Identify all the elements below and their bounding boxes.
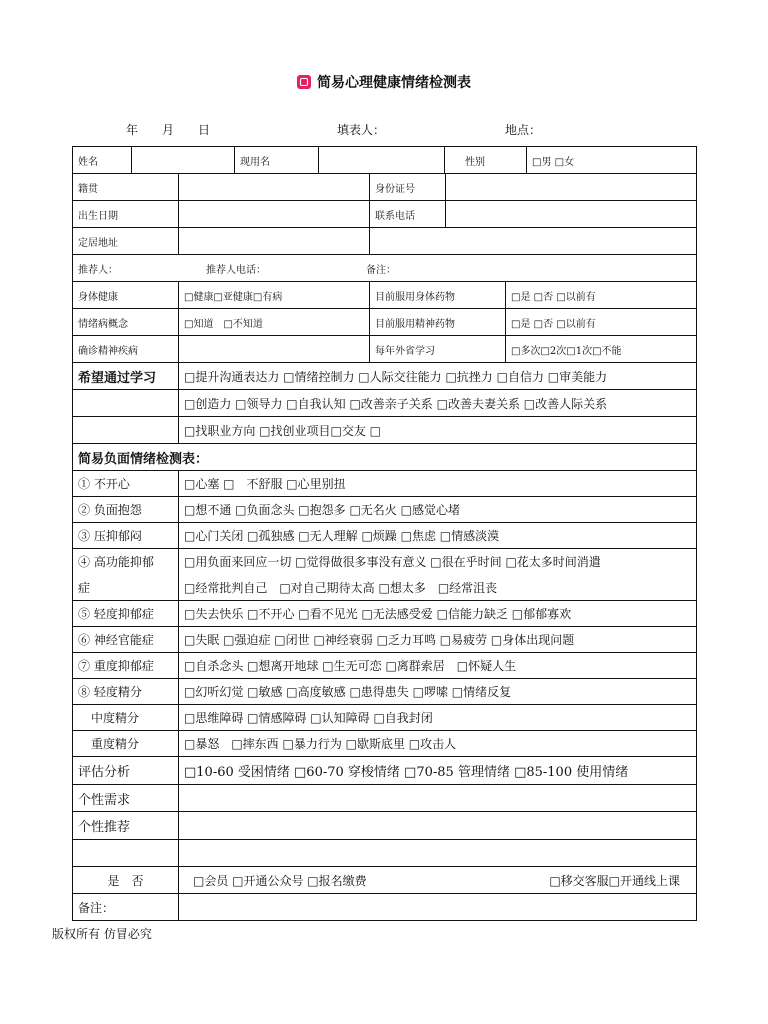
birth-date-row (73, 201, 696, 228)
referrer-label: 推荐人： (78, 264, 118, 276)
remark-label: 备注： (78, 900, 115, 915)
page-title (0, 72, 768, 92)
physical-health-row (73, 282, 696, 309)
table-row (73, 549, 696, 601)
blank-label (73, 840, 178, 866)
hope-options-3[interactable]: □找职业方向 □找创业项目□交友 □ (178, 417, 696, 443)
gender-label: 性别 (444, 147, 526, 173)
negative-row-label: ⑥ 神经官能症 (78, 633, 154, 647)
physical-health-label: 身体健康 (78, 291, 118, 303)
mental-meds-label: 目前服用精神药物 (369, 309, 505, 335)
negative-row-label: ⑧ 轻度精分 (78, 685, 142, 699)
negative-row-options[interactable]: □想不通 □负面念头 □抱怨多 □无名火 □感觉心堵 (178, 497, 696, 522)
negative-row-label: ⑦ 重度抑郁症 (78, 659, 154, 673)
negative-row-label-line2: 症 (78, 580, 91, 595)
emotion-concept-row (73, 309, 696, 336)
personal-recommend-label: 个性推荐 (78, 820, 131, 835)
emotion-concept-label: 情绪病概念 (78, 318, 128, 330)
hope-row-2 (73, 390, 696, 417)
hope-options-2[interactable]: □创造力 □领导力 □自我认知 □改善亲子关系 □改善夫妻关系 □改善人际关系 (178, 390, 696, 416)
negative-row-options[interactable]: □思维障碍 □情感障碍 □认知障碍 □自我封闭 (178, 705, 696, 730)
native-place-row (73, 174, 696, 201)
service-options (178, 867, 696, 893)
referrer-remark-label: 备注： (366, 264, 396, 276)
blank-row (73, 840, 696, 867)
table-row (73, 523, 696, 549)
negative-section-row (73, 444, 696, 471)
assessment-label: 评估分析 (78, 765, 131, 780)
negative-row-options[interactable]: □心塞 □ 不舒服 □心里别扭 (178, 471, 696, 496)
logo-icon (297, 75, 311, 89)
negative-row-options-line2[interactable]: □经常批判自己 □对自己期待太高 □想太多 □经常沮丧 (184, 580, 498, 595)
remark-input[interactable] (178, 894, 696, 920)
hope-row-1 (73, 363, 696, 390)
name-row (73, 147, 696, 174)
negative-row-label-line1: ④ 高功能抑郁 (78, 554, 154, 569)
date-field: 年 月 日 (126, 123, 211, 137)
filler-field: 填表人： (337, 123, 386, 137)
native-place-input[interactable] (178, 174, 369, 200)
table-row (73, 497, 696, 523)
diagnosed-label: 确诊精神疾病 (78, 345, 138, 357)
referrer-row (73, 255, 696, 282)
blank-input[interactable] (178, 840, 696, 866)
negative-row-options[interactable]: □自杀念头 □想离开地球 □生无可恋 □离群索居 □怀疑人生 (178, 653, 696, 678)
address-input[interactable] (178, 228, 369, 254)
name-input[interactable] (131, 147, 234, 173)
negative-row-options[interactable]: □失眠 □强迫症 □闭世 □神经衰弱 □乏力耳鸣 □易疲劳 □身体出现问题 (178, 627, 696, 652)
personal-recommend-input[interactable] (178, 812, 696, 839)
diagnosed-row (73, 336, 696, 363)
hope-row-3 (73, 417, 696, 444)
copyright-notice: 版权所有 仿冒必究 (52, 927, 152, 941)
service-options-left[interactable]: □会员 □开通公众号 □报名缴费 (193, 873, 367, 888)
negative-row-label (73, 549, 178, 600)
phone-input[interactable] (445, 201, 696, 227)
negative-row-options[interactable]: □心门关闭 □孤独感 □无人理解 □烦躁 □焦虑 □情感淡漠 (178, 523, 696, 548)
negative-row-options[interactable]: □暴怒 □摔东西 □暴力行为 □歇斯底里 □攻击人 (178, 731, 696, 756)
table-row (73, 471, 696, 497)
negative-row-options (178, 549, 696, 600)
physical-meds-options[interactable]: □是 □否 □以前有 (505, 282, 696, 308)
negative-row-options[interactable]: □失去快乐 □不开心 □看不见光 □无法感受爱 □信能力缺乏 □郁郁寡欢 (178, 601, 696, 626)
negative-row-label: 中度精分 (91, 711, 140, 725)
table-row (73, 705, 696, 731)
personal-needs-label: 个性需求 (78, 792, 131, 808)
service-options-right[interactable]: □移交客服□开通线上课 (549, 873, 680, 888)
assessment-options[interactable]: □10-60 受困情绪 □60-70 穿梭情绪 □70-85 管理情绪 □85-100 使用情绪 (178, 757, 696, 784)
table-row (73, 731, 696, 757)
location-field: 地点： (505, 123, 542, 137)
native-place-label: 籍贯 (78, 183, 98, 195)
referrer-phone-label: 推荐人电话： (206, 264, 266, 276)
negative-row-label: 重度精分 (91, 737, 140, 751)
current-name-label: 现用名 (234, 147, 318, 173)
negative-section-title: 简易负面情绪检测表： (78, 451, 209, 467)
emotion-concept-options[interactable]: □知道 □不知道 (178, 309, 369, 335)
negative-row-label: ⑤ 轻度抑郁症 (78, 607, 154, 621)
current-name-input[interactable] (318, 147, 444, 173)
physical-meds-label: 目前服用身体药物 (369, 282, 505, 308)
assessment-row (73, 757, 696, 785)
hope-label: 希望通过学习 (78, 370, 157, 386)
gender-checkboxes[interactable]: □男 □女 (526, 147, 696, 173)
id-card-input[interactable] (445, 174, 696, 200)
negative-row-options[interactable]: □幻听幻觉 □敏感 □高度敏感 □患得患失 □啰嗦 □情绪反复 (178, 679, 696, 704)
name-label: 姓名 (78, 156, 98, 168)
study-abroad-options[interactable]: □多次□2次□1次□不能 (505, 336, 696, 362)
hope-label-blank (73, 390, 178, 416)
table-row (73, 653, 696, 679)
negative-row-label: ③ 压抑郁闷 (78, 529, 142, 543)
address-input-extra[interactable] (369, 228, 696, 254)
remark-row (73, 894, 696, 920)
negative-row-options-line1[interactable]: □用负面来回应一切 □觉得做很多事没有意义 □很在乎时间 □花太多时间消遣 (184, 554, 601, 569)
birth-date-input[interactable] (178, 201, 369, 227)
physical-health-options[interactable]: □健康□亚健康□有病 (178, 282, 369, 308)
negative-row-label: ① 不开心 (78, 477, 130, 491)
study-abroad-label: 每年外省学习 (369, 336, 505, 362)
yes-no-row (73, 867, 696, 894)
hope-options-1[interactable]: □提升沟通表达力 □情绪控制力 □人际交往能力 □抗挫力 □自信力 □审美能力 (178, 363, 696, 389)
birth-date-label: 出生日期 (78, 210, 118, 222)
personal-needs-input[interactable] (178, 785, 696, 811)
yes-no-label: 是 否 (107, 873, 144, 888)
hope-label-blank-2 (73, 417, 178, 443)
address-row (73, 228, 696, 255)
phone-label: 联系电话 (369, 201, 445, 227)
diagnosed-input[interactable] (178, 336, 369, 362)
table-row (73, 601, 696, 627)
mental-meds-options[interactable]: □是 □否 □以前有 (505, 309, 696, 335)
address-label: 定居地址 (78, 237, 118, 249)
personal-needs-row (73, 785, 696, 812)
personal-recommend-row (73, 812, 696, 840)
title-text: 简易心理健康情绪检测表 (317, 75, 471, 91)
table-row (73, 679, 696, 705)
table-row (73, 627, 696, 653)
negative-row-label: ② 负面抱怨 (78, 503, 142, 517)
id-card-label: 身份证号 (369, 174, 445, 200)
assessment-form (72, 146, 697, 921)
